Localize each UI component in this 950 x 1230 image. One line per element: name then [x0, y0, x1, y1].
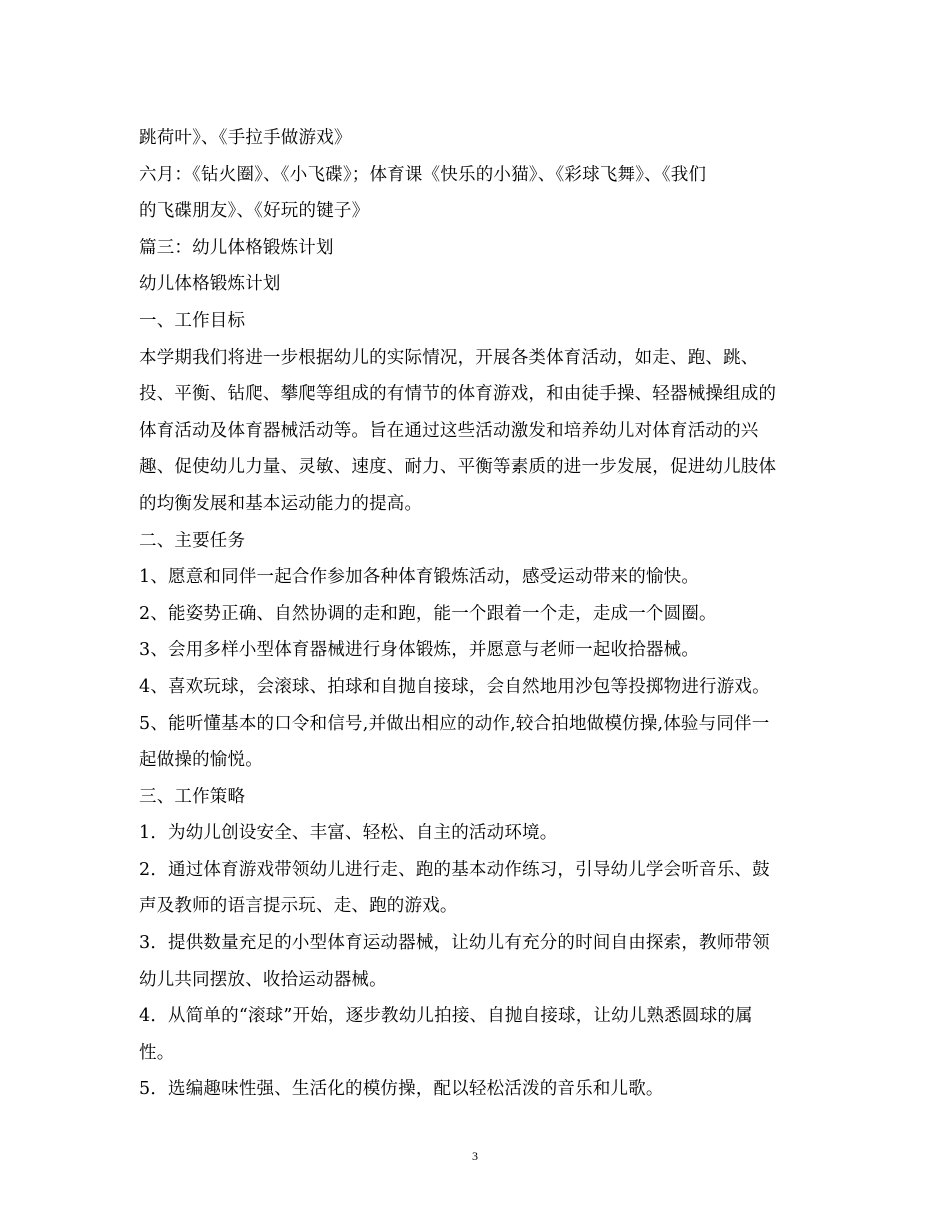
list-item: 4．从简单的“滚球”开始，逐步教幼儿拍接、自抛自接球，让幼儿熟悉圆球的属 [139, 1006, 753, 1027]
text-line: 六月：《钻火圈》、《小飞碟》；体育课《快乐的小猫》、《彩球飞舞》、《我们 [139, 164, 707, 185]
list-item: 2、能姿势正确、自然协调的走和跑，能一个跟着一个走，走成一个圆圈。 [139, 603, 717, 624]
section-heading: 篇三：幼儿体格锻炼计划 [139, 237, 334, 258]
list-item: 4、喜欢玩球，会滚球、拍球和自抛自接球，会自然地用沙包等投掷物进行游戏。 [139, 676, 770, 697]
text-line: 的飞碟朋友》、《好玩的键子》 [139, 201, 370, 222]
document-title: 幼儿体格锻炼计划 [139, 274, 281, 295]
section-heading: 二、主要任务 [139, 530, 246, 551]
text-line: 的均衡发展和基本运动能力的提高。 [139, 493, 423, 514]
text-line: 趣、促使幼儿力量、灵敏、速度、耐力、平衡等素质的进一步发展，促进幼儿肢体 [139, 457, 777, 478]
document-body [139, 120, 811, 1108]
list-item: 2．通过体育游戏带领幼儿进行走、跑的基本动作练习，引导幼儿学会听音乐、鼓 [139, 859, 770, 880]
text-line: 跳荷叶》、《手拉手做游戏》 [139, 128, 352, 148]
list-item: 5．选编趣味性强、生活化的模仿操，配以轻松活泼的音乐和儿歌。 [139, 1079, 664, 1100]
list-item: 3．提供数量充足的小型体育运动器械，让幼儿有充分的时间自由探索，教师带领 [139, 933, 770, 954]
list-item: 5、能听懂基本的口令和信号,并做出相应的动作,较合拍地做模仿操,体验与同伴一 [139, 713, 770, 734]
section-heading: 一、工作目标 [139, 310, 246, 331]
text-line: 幼儿共同摆放、收拾运动器械。 [139, 969, 387, 990]
text-line: 性。 [139, 1042, 175, 1063]
section-heading: 三、工作策略 [139, 786, 246, 807]
text-line: 体育活动及体育器械活动等。旨在通过这些活动激发和培养幼儿对体育活动的兴 [139, 420, 759, 441]
list-item: 3、会用多样小型体育器械进行身体锻炼，并愿意与老师一起收拾器械。 [139, 640, 700, 661]
list-item: 1、愿意和同伴一起合作参加各种体育锻炼活动，感受运动带来的愉快。 [139, 567, 700, 588]
text-line: 声及教师的语言提示玩、走、跑的游戏。 [139, 896, 458, 917]
text-line: 投、平衡、钻爬、攀爬等组成的有情节的体育游戏，和由徒手操、轻器械操组成的 [139, 384, 777, 405]
text-line: 本学期我们将进一步根据幼儿的实际情况，开展各类体育活动，如走、跑、跳、 [139, 347, 759, 368]
list-item: 1．为幼儿创设安全、丰富、轻松、自主的活动环境。 [139, 823, 558, 844]
text-line: 起做操的愉悦。 [139, 750, 263, 771]
page-number: 3 [472, 1149, 478, 1163]
